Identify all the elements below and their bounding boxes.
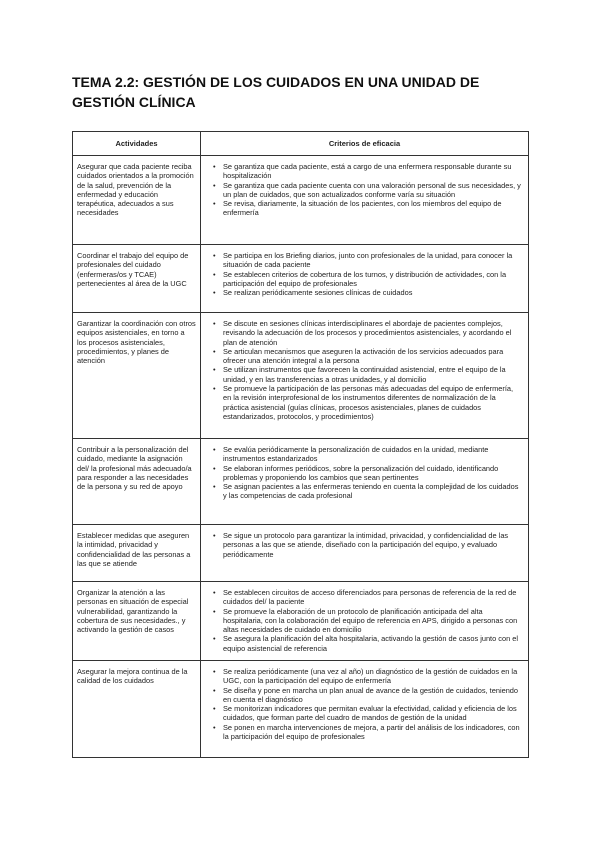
efficacy-criteria-table	[72, 131, 529, 758]
criteria-item: • Se monitorizan indicadores que permitan evaluar la efectividad, calidad y eficiencia de los cuidados, que forman parte del cuadro de mandos de gestión de la unidad	[205, 704, 522, 723]
criteria-list	[205, 588, 522, 653]
criteria-item: • Se evalúa periódicamente la personalización de cuidados en la unidad, mediante instrumentos estandarizados	[205, 445, 522, 464]
criteria-item: • Se realizan periódicamente sesiones clínicas de cuidados	[205, 288, 522, 297]
criteria-item: • Se asignan pacientes a las enfermeras teniendo en cuenta la complejidad de los cuidados y las competencias de cada profesional	[205, 482, 522, 501]
activity-cell: Coordinar el trabajo del equipo de profesionales del cuidado (enfermeras/os y TCAE) pertenecientes al área de la UGC	[73, 245, 201, 313]
criteria-item: • Se establecen criterios de cobertura de los turnos, y distribución de actividades, con la participación del equipo de profesionales	[205, 270, 522, 289]
criteria-cell	[201, 439, 529, 525]
table-row	[73, 525, 529, 582]
criteria-item: • Se articulan mecanismos que aseguren la activación de los servicios adecuados para ofrecer una atención integral a la persona	[205, 347, 522, 366]
criteria-list	[205, 667, 522, 741]
criteria-item: • Se establecen circuitos de acceso diferenciados para personas de referencia de la red de cuidados del/ la paciente	[205, 588, 522, 607]
criteria-item: • Se asegura la planificación del alta hospitalaria, activando la gestión de casos junto con el equipo asistencial de referencia	[205, 634, 522, 653]
table-row	[73, 661, 529, 758]
criteria-cell	[201, 313, 529, 439]
table-row	[73, 439, 529, 525]
criteria-list	[205, 319, 522, 421]
criteria-item: • Se promueve la participación de las personas más adecuadas del equipo de enfermería, en la revisión interprofesional de los instrumentos diferentes de normalización de la práctica asistencial (guías clínicas, procesos asistenciales, planes de cuidados estandarizados, protocolos, y procedimientos)	[205, 384, 522, 421]
criteria-item: • Se ponen en marcha intervenciones de mejora, a partir del análisis de los indicadores, con la participación del equipo de profesionales	[205, 723, 522, 742]
activity-cell: Establecer medidas que aseguren la intimidad, privacidad y confidencialidad de las personas a las que se atiende	[73, 525, 201, 582]
criteria-list	[205, 251, 522, 297]
document-title: TEMA 2.2: GESTIÓN DE LOS CUIDADOS EN UNA UNIDAD DE GESTIÓN CLÍNICA	[72, 74, 480, 110]
criteria-item: • Se garantiza que cada paciente, está a cargo de una enfermera responsable durante su hospitalización	[205, 162, 522, 181]
criteria-item: • Se realiza periódicamente (una vez al año) un diagnóstico de la gestión de cuidados en la UGC, con la participación del equipo de enfermería	[205, 667, 522, 686]
criteria-cell	[201, 156, 529, 245]
criteria-cell	[201, 661, 529, 758]
criteria-item: • Se garantiza que cada paciente cuenta con una valoración personal de sus necesidades, y un plan de cuidados, que son actualizados conforme varía su situación	[205, 181, 522, 200]
table-body	[73, 156, 529, 758]
criteria-item: • Se discute en sesiones clínicas interdisciplinares el abordaje de pacientes complejos, revisando la adecuación de los procesos y procedimientos asistenciales, y acordando el plan de atención	[205, 319, 522, 347]
activity-cell: Organizar la atención a las personas en situación de especial vulnerabilidad, garantizando la cobertura de sus necesidades., y activando la gestión de casos	[73, 582, 201, 661]
activity-cell: Garantizar la coordinación con otros equipos asistenciales, en torno a los procesos asistenciales, procedimientos, y planes de atención	[73, 313, 201, 439]
criteria-item: • Se diseña y pone en marcha un plan anual de avance de la gestión de cuidados, teniendo en cuenta el diagnóstico	[205, 686, 522, 705]
table-header-row	[73, 132, 529, 156]
table-row	[73, 582, 529, 661]
criteria-list	[205, 162, 522, 218]
criteria-item: • Se utilizan instrumentos que favorecen la continuidad asistencial, entre el equipo de la unidad, y en las transferencias a otras unidades, y al domicilio	[205, 365, 522, 384]
header-criteria: Criterios de eficacia	[201, 132, 529, 156]
table-row	[73, 313, 529, 439]
criteria-item: • Se promueve la elaboración de un protocolo de planificación anticipada del alta hospitalaria, con la colaboración del equipo de referencia en APS, dirigido a personas con altas necesidades de cuidado en domicilio	[205, 607, 522, 635]
criteria-cell	[201, 245, 529, 313]
criteria-cell	[201, 525, 529, 582]
criteria-cell	[201, 582, 529, 661]
activity-cell: Asegurar que cada paciente reciba cuidados orientados a la promoción de la salud, prevención de la enfermedad y educación terapéutica, adecuados a sus necesidades	[73, 156, 201, 245]
criteria-list	[205, 531, 522, 559]
header-activities: Actividades	[73, 132, 201, 156]
criteria-list	[205, 445, 522, 501]
criteria-item: • Se revisa, diariamente, la situación de los pacientes, con los miembros del equipo de enfermería	[205, 199, 522, 218]
activity-cell: Asegurar la mejora continua de la calidad de los cuidados	[73, 661, 201, 758]
criteria-item: • Se participa en los Briefing diarios, junto con profesionales de la unidad, para conocer la situación de cada paciente	[205, 251, 522, 270]
table-row	[73, 156, 529, 245]
criteria-item: • Se sigue un protocolo para garantizar la intimidad, privacidad, y confidencialidad de las personas a las que se atiende, diseñado con la participación del equipo, y evaluado periódicamente	[205, 531, 522, 559]
activity-cell: Contribuir a la personalización del cuidado, mediante la asignación del/ la profesional más adecuado/a para responder a las necesidades de la persona y su red de apoyo	[73, 439, 201, 525]
table-row	[73, 245, 529, 313]
criteria-item: • Se elaboran informes periódicos, sobre la personalización del cuidado, identificando problemas y proponiendo los cambios que sean pertinentes	[205, 464, 522, 483]
